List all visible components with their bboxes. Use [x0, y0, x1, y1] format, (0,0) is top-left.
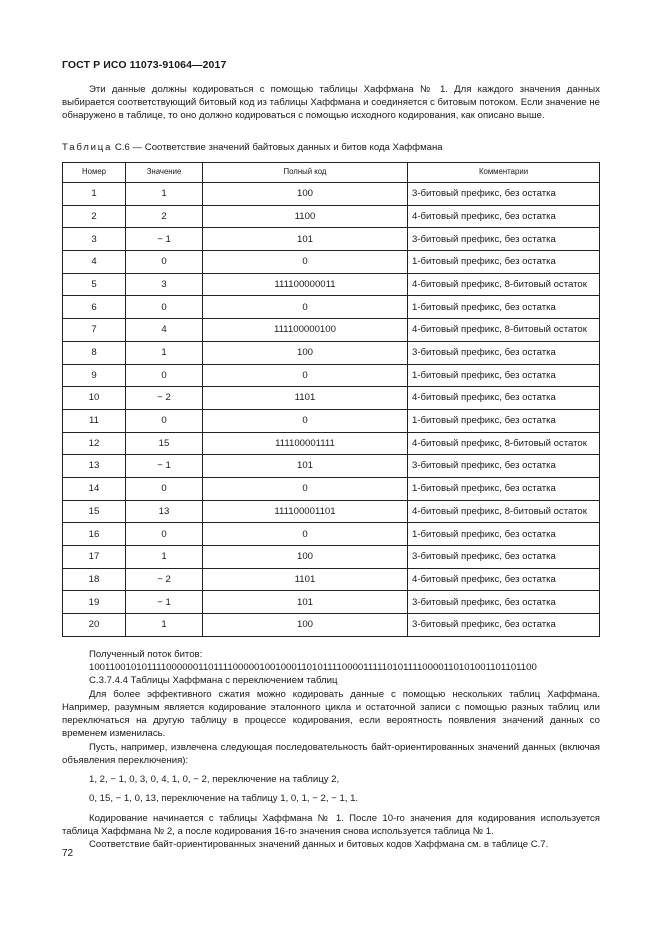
cell-full-code: 1101: [203, 568, 408, 591]
huffman-table: [62, 162, 600, 637]
cell-comment: 1-битовый префикс, без остатка: [408, 477, 600, 500]
cell-number: 1: [63, 183, 126, 206]
table-row: [63, 251, 600, 274]
cell-comment: 1-битовый префикс, без остатка: [408, 296, 600, 319]
cell-number: 20: [63, 614, 126, 637]
cell-comment: 4-битовый префикс, 8-битовый остаток: [408, 500, 600, 523]
intro-paragraph: Эти данные должны кодироваться с помощью таблицы Хаффмана № 1. Для каждого значения данных выбирается соответствующий битовый код из таблицы Хаффмана и соединяется с битовым потоком. Если значение не обнаружено в таблице, то оно должно кодироваться с помощью исходного кодирования, как описано выше.: [62, 84, 600, 122]
cell-comment: 3-битовый префикс, без остатка: [408, 546, 600, 569]
cell-number: 13: [63, 455, 126, 478]
table-row: [63, 477, 600, 500]
cell-full-code: 1101: [203, 387, 408, 410]
cell-full-code: 0: [203, 477, 408, 500]
cell-full-code: 100: [203, 183, 408, 206]
cell-full-code: 0: [203, 251, 408, 274]
cell-full-code: 100: [203, 546, 408, 569]
column-header-full-code: Полный код: [203, 163, 408, 183]
page-number: 72: [62, 848, 74, 859]
table-caption-text: Соответствие значений байтовых данных и битов кода Хаффмана: [144, 142, 443, 153]
cell-full-code: 100: [203, 341, 408, 364]
cell-number: 19: [63, 591, 126, 614]
cell-comment: 1-битовый префикс, без остатка: [408, 409, 600, 432]
cell-comment: 3-битовый префикс, без остатка: [408, 183, 600, 206]
table-row: [63, 319, 600, 342]
cell-number: 16: [63, 523, 126, 546]
sequence-line-2: 0, 15, − 1, 0, 13, переключение на таблицу 1, 0, 1, − 2, − 1, 1.: [89, 793, 359, 805]
cell-comment: 1-битовый префикс, без остатка: [408, 364, 600, 387]
cell-full-code: 1100: [203, 205, 408, 228]
cell-value: − 1: [126, 455, 203, 478]
cell-full-code: 101: [203, 591, 408, 614]
cell-value: − 2: [126, 568, 203, 591]
cell-comment: 4-битовый префикс, 8-битовый остаток: [408, 319, 600, 342]
cell-number: 5: [63, 273, 126, 296]
table-row: [63, 364, 600, 387]
cell-value: 13: [126, 500, 203, 523]
bitstream-value: 100110010101111000000110111100000100100011010111100001111101011110000110101001101101100: [89, 662, 537, 674]
cell-value: − 2: [126, 387, 203, 410]
table-row: [63, 387, 600, 410]
table-row: [63, 546, 600, 569]
paragraph-multiple-tables: Для более эффективного сжатия можно кодировать данные с помощью нескольких таблиц Хаффмана. Например, разумным является кодирование эталонного цикла и остаточной записи с помощью разных таблиц или переключаться на другую таблицу в процессе кодирования, если вероятность появления значений данных со временем изменилась.: [62, 688, 600, 740]
table-row: [63, 205, 600, 228]
cell-full-code: 111100000100: [203, 319, 408, 342]
table-caption-number: С.6: [114, 142, 130, 153]
cell-value: 1: [126, 614, 203, 637]
cell-number: 10: [63, 387, 126, 410]
cell-comment: 3-битовый префикс, без остатка: [408, 341, 600, 364]
cell-comment: 4-битовый префикс, без остатка: [408, 568, 600, 591]
table-caption: [62, 141, 443, 154]
cell-value: − 1: [126, 591, 203, 614]
cell-number: 11: [63, 409, 126, 432]
cell-number: 18: [63, 568, 126, 591]
cell-value: 4: [126, 319, 203, 342]
table-body: [63, 183, 600, 637]
cell-comment: 3-битовый префикс, без остатка: [408, 455, 600, 478]
cell-value: 2: [126, 205, 203, 228]
cell-comment: 1-битовый префикс, без остатка: [408, 523, 600, 546]
cell-value: 0: [126, 477, 203, 500]
cell-full-code: 0: [203, 409, 408, 432]
cell-full-code: 0: [203, 364, 408, 387]
cell-full-code: 101: [203, 455, 408, 478]
cell-value: 1: [126, 341, 203, 364]
cell-comment: 4-битовый префикс, 8-битовый остаток: [408, 432, 600, 455]
table-row: [63, 409, 600, 432]
column-header-value: Значение: [126, 163, 203, 183]
cell-value: 3: [126, 273, 203, 296]
cell-value: 1: [126, 546, 203, 569]
table-row: [63, 183, 600, 206]
cell-value: 0: [126, 523, 203, 546]
cell-number: 17: [63, 546, 126, 569]
table-caption-dash: —: [132, 142, 143, 153]
cell-comment: 3-битовый префикс, без остатка: [408, 228, 600, 251]
cell-value: − 1: [126, 228, 203, 251]
cell-number: 9: [63, 364, 126, 387]
table-header-row: [63, 163, 600, 183]
section-heading: С.3.7.4.4 Таблицы Хаффмана с переключением таблиц: [89, 675, 338, 687]
table-row: [63, 341, 600, 364]
column-header-comments: Комментарии: [408, 163, 600, 183]
intro-text: [62, 83, 600, 123]
table-row: [63, 455, 600, 478]
cell-comment: 3-битовый префикс, без остатка: [408, 614, 600, 637]
cell-number: 6: [63, 296, 126, 319]
paragraph-table-reference: Соответствие байт-ориентированных значений данных и битовых кодов Хаффмана см. в таблице С.7.: [89, 839, 549, 851]
cell-value: 0: [126, 409, 203, 432]
cell-full-code: 100: [203, 614, 408, 637]
cell-number: 2: [63, 205, 126, 228]
cell-full-code: 111100001101: [203, 500, 408, 523]
cell-full-code: 111100000011: [203, 273, 408, 296]
following-text: [62, 648, 600, 851]
cell-number: 3: [63, 228, 126, 251]
cell-number: 15: [63, 500, 126, 523]
column-header-number: Номер: [63, 163, 126, 183]
paragraph-example-sequence: Пусть, например, извлечена следующая последовательность байт-ориентированных значений данных (включая объявления переключения):: [62, 741, 600, 766]
table-row: [63, 432, 600, 455]
table-row: [63, 591, 600, 614]
sequence-line-1: 1, 2, − 1, 0, 3, 0, 4, 1, 0, − 2, переключение на таблицу 2,: [89, 774, 340, 786]
cell-value: 0: [126, 296, 203, 319]
table-row: [63, 614, 600, 637]
table-caption-label: Таблица: [62, 142, 113, 153]
cell-full-code: 0: [203, 523, 408, 546]
cell-comment: 1-битовый префикс, без остатка: [408, 251, 600, 274]
cell-number: 4: [63, 251, 126, 274]
table-row: [63, 500, 600, 523]
cell-value: 1: [126, 183, 203, 206]
cell-value: 0: [126, 251, 203, 274]
cell-full-code: 111100001111: [203, 432, 408, 455]
cell-number: 8: [63, 341, 126, 364]
standard-header: ГОСТ Р ИСО 11073-91064—2017: [62, 59, 227, 71]
cell-value: 15: [126, 432, 203, 455]
cell-full-code: 101: [203, 228, 408, 251]
cell-comment: 4-битовый префикс, без остатка: [408, 205, 600, 228]
table-row: [63, 296, 600, 319]
table-row: [63, 568, 600, 591]
cell-number: 12: [63, 432, 126, 455]
cell-comment: 3-битовый префикс, без остатка: [408, 591, 600, 614]
bitstream-label: Полученный поток битов:: [89, 649, 203, 660]
cell-number: 7: [63, 319, 126, 342]
cell-comment: 4-битовый префикс, 8-битовый остаток: [408, 273, 600, 296]
paragraph-encoding-start: Кодирование начинается с таблицы Хаффмана № 1. После 10-го значения для кодирования используется таблица Хаффмана № 2, а после кодирования 16-го значения снова используется таблица № 1.: [62, 812, 600, 837]
cell-comment: 4-битовый префикс, без остатка: [408, 387, 600, 410]
table-row: [63, 523, 600, 546]
table-row: [63, 273, 600, 296]
cell-number: 14: [63, 477, 126, 500]
cell-value: 0: [126, 364, 203, 387]
table-row: [63, 228, 600, 251]
cell-full-code: 0: [203, 296, 408, 319]
